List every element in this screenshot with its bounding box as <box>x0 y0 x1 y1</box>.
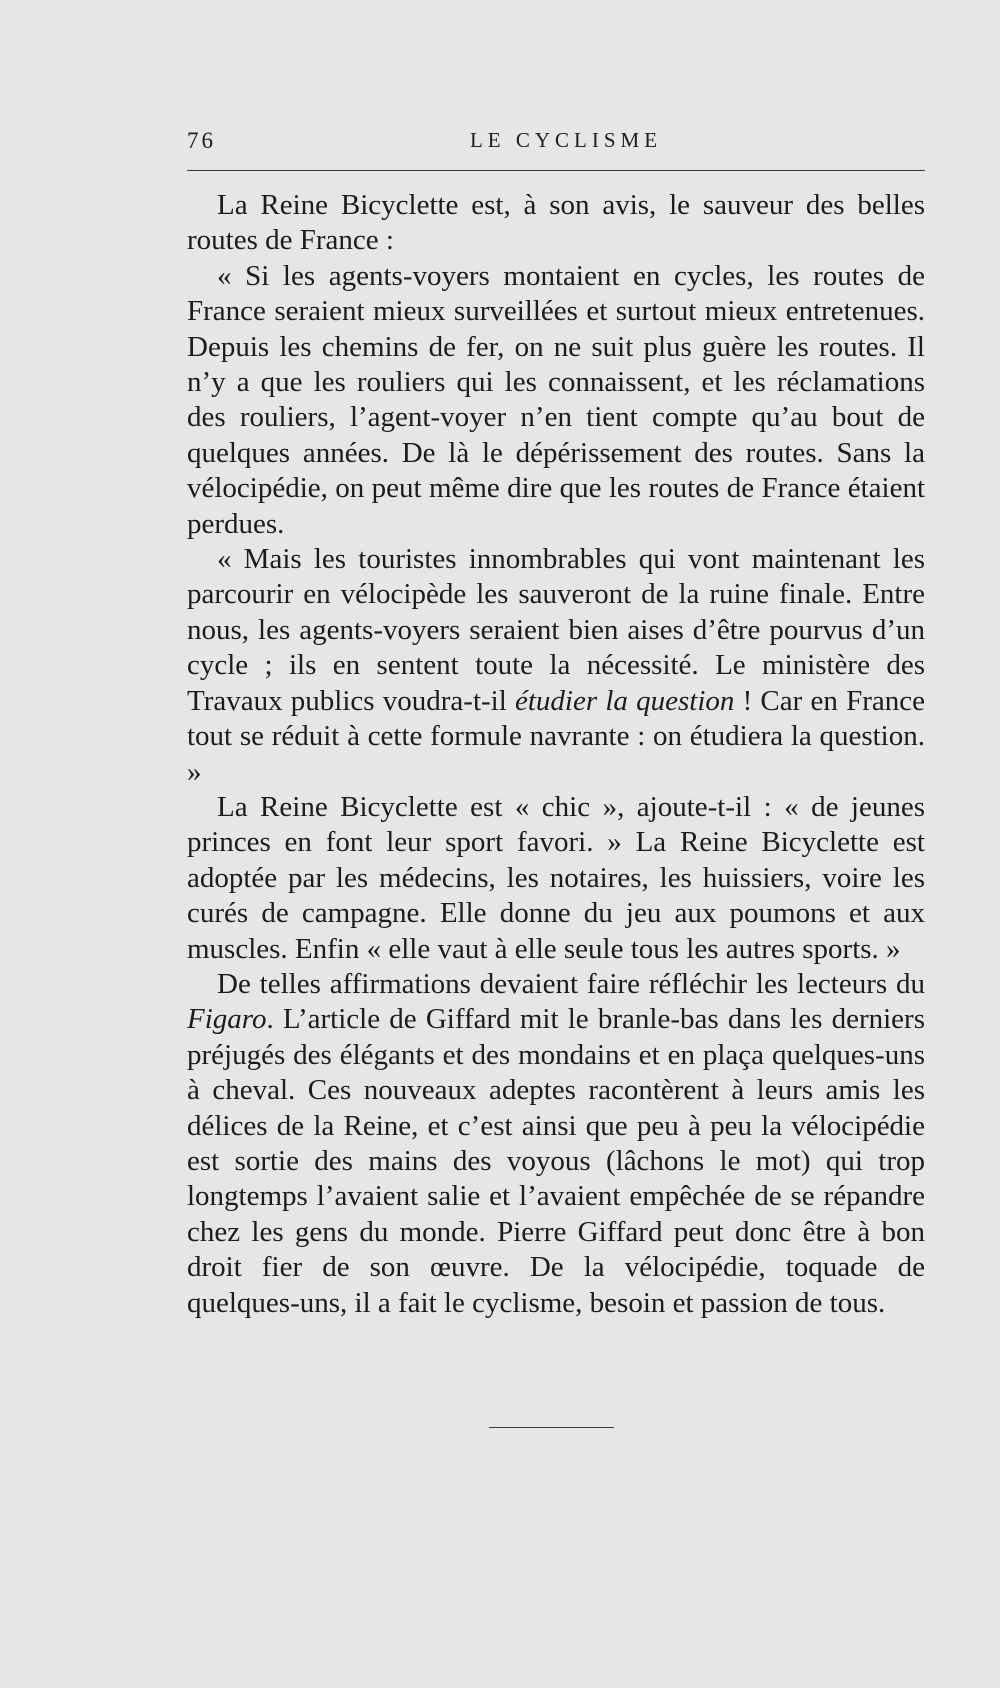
body-text <box>187 188 925 1321</box>
paragraph-4-text: La Reine Bicyclette est « chic », ajoute-t-il : « de jeunes princes en font leur sport favori. » La Reine Bicyclette est adoptée par les médecins, les notaires, les huissiers, voire les curés de campagne. Elle donne du jeu aux poumons et aux muscles. Enfin « elle vaut à elle seule tous les autres sports. » <box>187 790 925 965</box>
paragraph-5 <box>187 967 925 1321</box>
paragraph-1 <box>187 188 925 259</box>
paragraph-3 <box>187 542 925 790</box>
paragraph-1-text: La Reine Bicyclette est, à son avis, le sauveur des belles routes de France : <box>187 189 925 257</box>
paragraph-3-text-b: ! Car en France tout se réduit à cette formule navrante : on étudiera la question. » <box>187 684 925 788</box>
paragraph-2-text: « Si les agents-voyers montaient en cycles, les routes de France seraient mieux surveillées et surtout mieux entretenues. Depuis les chemins de fer, on ne suit plus guère les routes. Il n’y a que les rouliers qui les connaissent, et les réclamations des rouliers, l’agent-voyer n’en tient compte qu’au bout de quelques années. De là le dépérissement des routes. Sans la vélocipédie, on peut même dire que les routes de France étaient perdues. <box>187 259 925 540</box>
end-rule <box>489 1427 614 1428</box>
paragraph-3-italic: étudier la question <box>515 684 735 717</box>
running-title: LE CYCLISME <box>469 128 663 152</box>
paragraph-5-text-b: . L’article de Giffard mit le branle-bas dans les derniers préjugés des élégants et des mondains et en plaça quelques-uns à cheval. Ces nouveaux adeptes racontèrent à leurs amis les délices de la Reine, et c’est ainsi que peu à peu la vélocipédie est sortie des mains des voyous (lâchons le mot) qui trop longtemps l’avaient salie et l’avaient empêchée de se répandre chez les gens du monde. Pierre Giffard peut donc être à bon droit fier de son œuvre. De la vélocipédie, toquade de quelques-uns, il a fait le cyclisme, besoin et passion de tous. <box>187 1003 925 1319</box>
running-head <box>187 128 925 158</box>
paragraph-4 <box>187 790 925 967</box>
header-rule <box>187 170 925 171</box>
paragraph-3-text-a: « Mais les touristes innombrables qui vont maintenant les parcourir en vélocipède les sauveront de la ruine finale. Entre nous, les agents-voyers seraient bien aises d’être pourvus d’un cycle ; ils en sentent toute la nécessité. Le ministère des Travaux publics voudra-t-il <box>187 543 925 717</box>
paragraph-2 <box>187 259 925 542</box>
page-number: 76 <box>187 128 216 153</box>
paragraph-5-italic: Figaro <box>187 1003 267 1036</box>
paragraph-5-text-a: De telles affirmations devaient faire réfléchir les lecteurs du <box>217 967 925 1000</box>
